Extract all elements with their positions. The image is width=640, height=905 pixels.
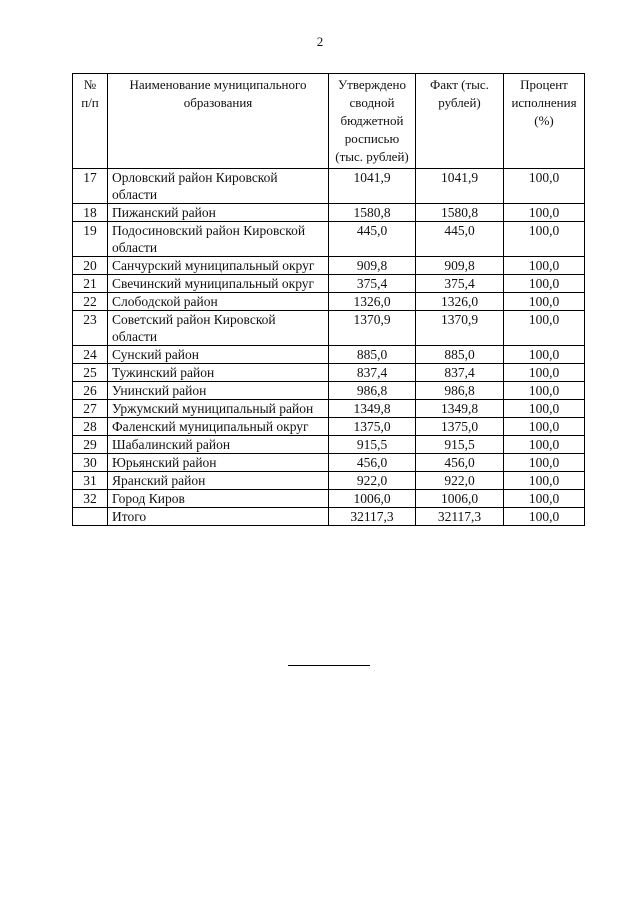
cell-approved: 885,0 bbox=[329, 346, 416, 364]
cell-approved: 375,4 bbox=[329, 275, 416, 293]
cell-fact: 1375,0 bbox=[416, 418, 504, 436]
cell-approved: 1326,0 bbox=[329, 293, 416, 311]
cell-num: 18 bbox=[73, 204, 108, 222]
cell-num: 32 bbox=[73, 490, 108, 508]
cell-percent: 100,0 bbox=[504, 275, 585, 293]
table-row bbox=[73, 311, 585, 346]
cell-num: 28 bbox=[73, 418, 108, 436]
cell-fact: 32117,3 bbox=[416, 508, 504, 526]
cell-fact: 456,0 bbox=[416, 454, 504, 472]
cell-name: Город Киров bbox=[108, 490, 329, 508]
table-row bbox=[73, 257, 585, 275]
cell-num: 29 bbox=[73, 436, 108, 454]
header-num: № п/п bbox=[73, 74, 108, 169]
cell-fact: 1006,0 bbox=[416, 490, 504, 508]
cell-percent: 100,0 bbox=[504, 169, 585, 204]
cell-name: Подосиновский район Кировской области bbox=[108, 222, 329, 257]
cell-approved: 445,0 bbox=[329, 222, 416, 257]
cell-approved: 1006,0 bbox=[329, 490, 416, 508]
table-row bbox=[73, 490, 585, 508]
cell-name: Санчурский муниципальный округ bbox=[108, 257, 329, 275]
table-row bbox=[73, 275, 585, 293]
cell-percent: 100,0 bbox=[504, 204, 585, 222]
cell-fact: 909,8 bbox=[416, 257, 504, 275]
cell-approved: 1580,8 bbox=[329, 204, 416, 222]
cell-fact: 1370,9 bbox=[416, 311, 504, 346]
cell-approved: 32117,3 bbox=[329, 508, 416, 526]
cell-fact: 986,8 bbox=[416, 382, 504, 400]
table-row bbox=[73, 346, 585, 364]
cell-percent: 100,0 bbox=[504, 222, 585, 257]
table-row bbox=[73, 222, 585, 257]
header-fact: Факт (тыс. рублей) bbox=[416, 74, 504, 169]
table-body bbox=[73, 169, 585, 526]
cell-approved: 456,0 bbox=[329, 454, 416, 472]
table-row bbox=[73, 293, 585, 311]
cell-fact: 445,0 bbox=[416, 222, 504, 257]
cell-name: Яранский район bbox=[108, 472, 329, 490]
header-approved: Утверждено сводной бюджетной росписью (тыс. рублей) bbox=[329, 74, 416, 169]
cell-num: 17 bbox=[73, 169, 108, 204]
cell-name: Итого bbox=[108, 508, 329, 526]
table-row bbox=[73, 364, 585, 382]
cell-name: Орловский район Кировской области bbox=[108, 169, 329, 204]
cell-percent: 100,0 bbox=[504, 257, 585, 275]
cell-percent: 100,0 bbox=[504, 400, 585, 418]
cell-approved: 986,8 bbox=[329, 382, 416, 400]
page-number: 2 bbox=[316, 34, 324, 49]
table-row bbox=[73, 454, 585, 472]
separator-line bbox=[288, 665, 370, 666]
cell-percent: 100,0 bbox=[504, 454, 585, 472]
cell-name: Советский район Кировской области bbox=[108, 311, 329, 346]
cell-num: 22 bbox=[73, 293, 108, 311]
cell-fact: 1041,9 bbox=[416, 169, 504, 204]
cell-num: 19 bbox=[73, 222, 108, 257]
cell-name: Пижанский район bbox=[108, 204, 329, 222]
cell-approved: 1370,9 bbox=[329, 311, 416, 346]
cell-percent: 100,0 bbox=[504, 418, 585, 436]
cell-percent: 100,0 bbox=[504, 364, 585, 382]
cell-percent: 100,0 bbox=[504, 490, 585, 508]
cell-approved: 922,0 bbox=[329, 472, 416, 490]
cell-fact: 375,4 bbox=[416, 275, 504, 293]
cell-approved: 909,8 bbox=[329, 257, 416, 275]
cell-fact: 1326,0 bbox=[416, 293, 504, 311]
cell-name: Унинский район bbox=[108, 382, 329, 400]
table-row bbox=[73, 436, 585, 454]
header-percent: Процент исполнения (%) bbox=[504, 74, 585, 169]
cell-name: Слободской район bbox=[108, 293, 329, 311]
cell-name: Уржумский муниципальный район bbox=[108, 400, 329, 418]
total-row bbox=[73, 508, 585, 526]
cell-approved: 1375,0 bbox=[329, 418, 416, 436]
cell-num: 30 bbox=[73, 454, 108, 472]
cell-name: Фаленский муниципальный округ bbox=[108, 418, 329, 436]
cell-percent: 100,0 bbox=[504, 382, 585, 400]
table-row bbox=[73, 382, 585, 400]
budget-execution-table bbox=[72, 73, 585, 526]
cell-num: 25 bbox=[73, 364, 108, 382]
table-row bbox=[73, 400, 585, 418]
cell-num: 27 bbox=[73, 400, 108, 418]
table-row bbox=[73, 472, 585, 490]
cell-name: Сунский район bbox=[108, 346, 329, 364]
table-header-row bbox=[73, 74, 585, 169]
cell-approved: 837,4 bbox=[329, 364, 416, 382]
cell-name: Шабалинский район bbox=[108, 436, 329, 454]
cell-percent: 100,0 bbox=[504, 472, 585, 490]
cell-fact: 837,4 bbox=[416, 364, 504, 382]
cell-approved: 1041,9 bbox=[329, 169, 416, 204]
cell-approved: 915,5 bbox=[329, 436, 416, 454]
cell-fact: 922,0 bbox=[416, 472, 504, 490]
cell-name: Тужинский район bbox=[108, 364, 329, 382]
cell-fact: 1580,8 bbox=[416, 204, 504, 222]
cell-name: Свечинский муниципальный округ bbox=[108, 275, 329, 293]
cell-percent: 100,0 bbox=[504, 508, 585, 526]
cell-num: 23 bbox=[73, 311, 108, 346]
cell-num: 31 bbox=[73, 472, 108, 490]
cell-percent: 100,0 bbox=[504, 293, 585, 311]
table-row bbox=[73, 204, 585, 222]
cell-num: 20 bbox=[73, 257, 108, 275]
table-row bbox=[73, 418, 585, 436]
cell-percent: 100,0 bbox=[504, 311, 585, 346]
cell-num bbox=[73, 508, 108, 526]
cell-percent: 100,0 bbox=[504, 436, 585, 454]
cell-approved: 1349,8 bbox=[329, 400, 416, 418]
cell-num: 26 bbox=[73, 382, 108, 400]
cell-fact: 885,0 bbox=[416, 346, 504, 364]
table-row bbox=[73, 169, 585, 204]
cell-num: 21 bbox=[73, 275, 108, 293]
cell-name: Юрьянский район bbox=[108, 454, 329, 472]
cell-fact: 1349,8 bbox=[416, 400, 504, 418]
cell-num: 24 bbox=[73, 346, 108, 364]
cell-fact: 915,5 bbox=[416, 436, 504, 454]
cell-percent: 100,0 bbox=[504, 346, 585, 364]
header-name: Наименование муниципального образования bbox=[108, 74, 329, 169]
